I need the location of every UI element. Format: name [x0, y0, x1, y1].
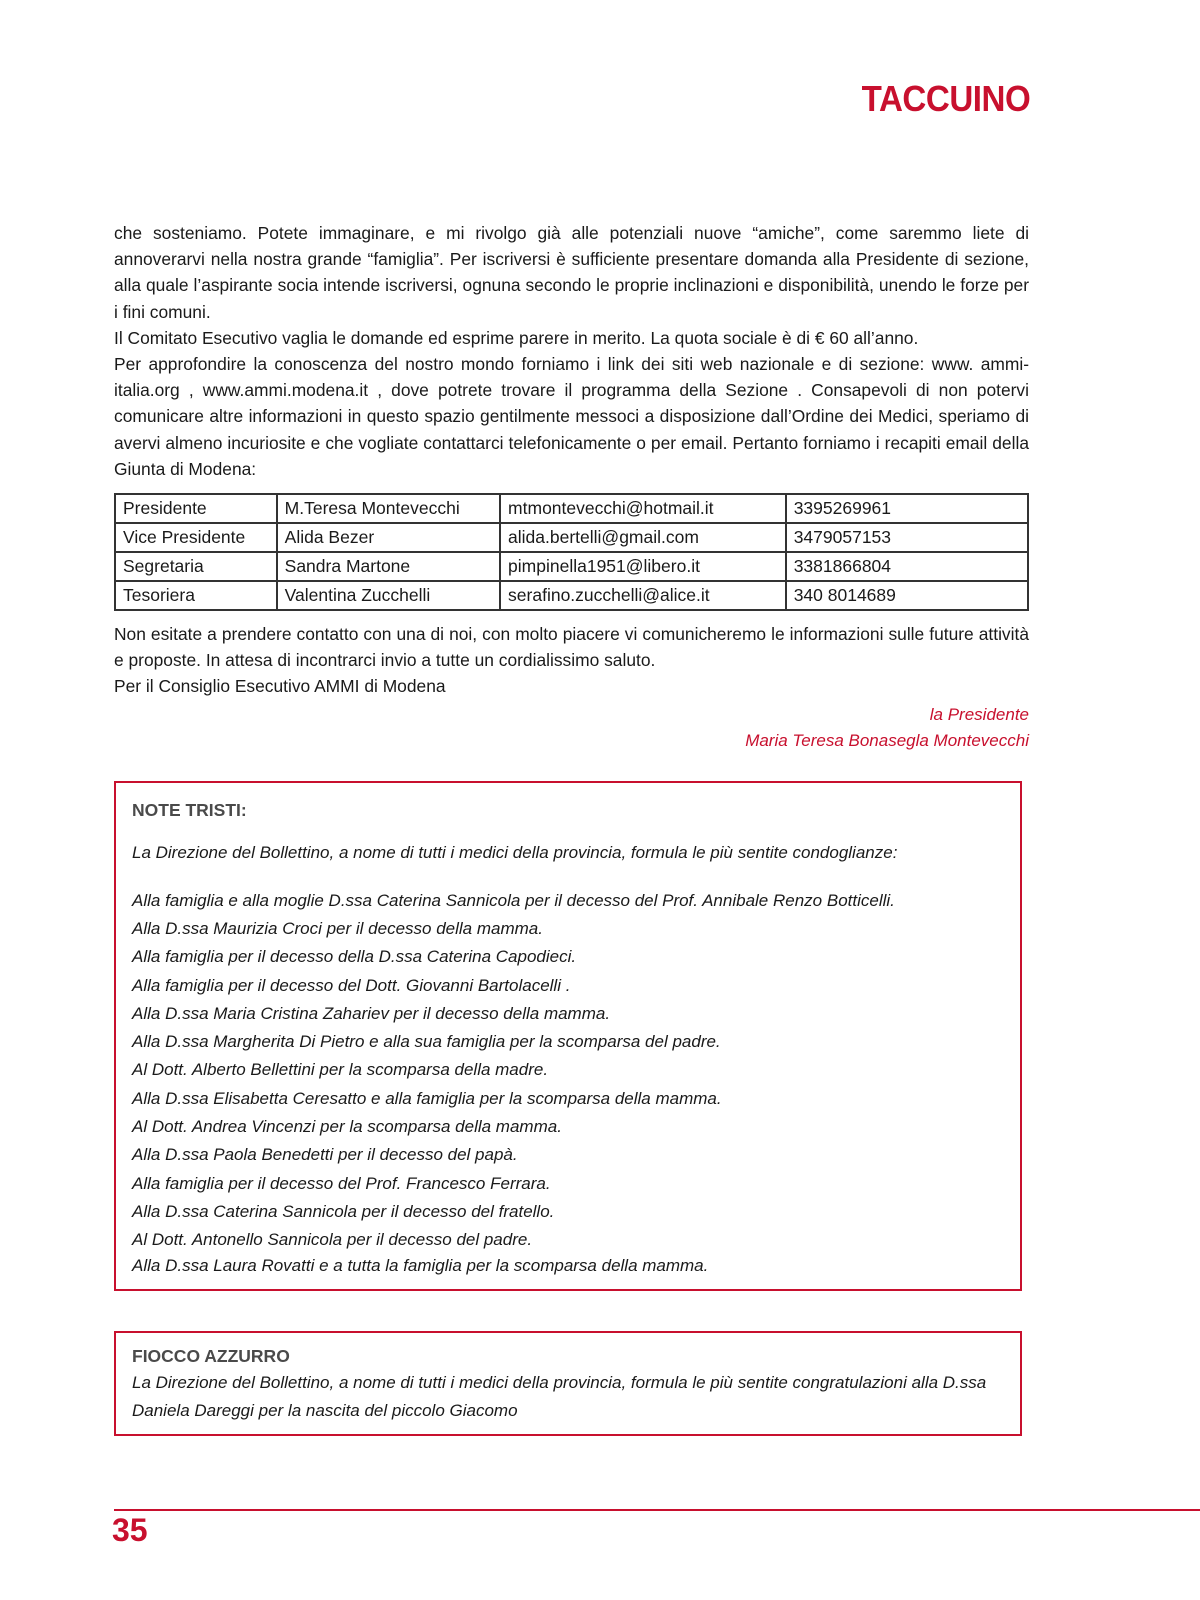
email-cell: mtmontevecchi@hotmail.it [500, 494, 786, 523]
list-item: Alla famiglia e alla moglie D.ssa Caterina Sannicola per il decesso del Prof. Annibale Renzo Botticelli. [132, 890, 895, 910]
name-cell: Sandra Martone [277, 552, 500, 581]
list-item: Alla D.ssa Elisabetta Ceresatto e alla famiglia per la scomparsa della mamma. [132, 1088, 722, 1108]
intro-paragraph: Per approfondire la conoscenza del nostro mondo forniamo i link dei siti web nazionale e di sezione: www. ammi-italia.org , www.ammi.modena.it , dove potrete trovare il programma della Sezione . Consapevoli di non potervi comunicare altre informazioni in questo spazio gentilmente messoci a disposizione dall’Ordine dei Medici, speriamo di avervi almeno incuriosite e che vogliate contattarci telefonicamente o per email. Pertanto forniamo i recapiti email della Giunta di Modena: [114, 354, 1029, 479]
list-item: Alla D.ssa Caterina Sannicola per il decesso del fratello. [132, 1201, 555, 1221]
email-cell: alida.bertelli@gmail.com [500, 523, 786, 552]
role-cell: Presidente [115, 494, 277, 523]
phone-cell: 3479057153 [786, 523, 1028, 552]
intro-text [114, 220, 1029, 482]
list-item: Alla D.ssa Margherita Di Pietro e alla sua famiglia per la scomparsa del padre. [132, 1032, 721, 1052]
signature-name: Maria Teresa Bonasegla Montevecchi [745, 731, 1029, 751]
condolences-list [132, 887, 1020, 1277]
role-cell: Vice Presidente [115, 523, 277, 552]
section-title: TACCUINO [861, 78, 1030, 119]
page-content [114, 220, 1029, 1436]
name-cell: Valentina Zucchelli [277, 581, 500, 610]
table-row [115, 581, 1028, 610]
list-item: Alla famiglia per il decesso della D.ssa Caterina Capodieci. [132, 947, 577, 967]
closing-paragraph: Non esitate a prendere contatto con una di noi, con molto piacere vi comunicheremo le informazioni sulle future attività e proposte. In attesa di incontrarci invio a tutte un cordialissimo saluto. [114, 624, 1029, 671]
role-cell: Segretaria [115, 552, 277, 581]
email-cell: pimpinella1951@libero.it [500, 552, 786, 581]
role-cell: Tesoriera [115, 581, 277, 610]
footer-rule [114, 1509, 1200, 1511]
phone-cell: 340 8014689 [786, 581, 1028, 610]
note-tristi-intro: La Direzione del Bollettino, a nome di tutti i medici della provincia, formula le più sentite condoglianze: [132, 842, 898, 862]
fiocco-azzurro-box [114, 1331, 1022, 1436]
intro-paragraph: che sosteniamo. Potete immaginare, e mi rivolgo già alle potenziali nuove “amiche”, come saremmo liete di annoverarvi nella nostra grande “famiglia”. Per iscriversi è sufficiente presentare domanda alla Presidente di sezione, alla quale l’aspirante socia intende iscriversi, ognuna secondo le proprie inclinazioni e disponibilità, unendo le forze per i fini comuni. [114, 223, 1029, 322]
closing-paragraph: Per il Consiglio Esecutivo AMMI di Modena [114, 676, 446, 697]
note-tristi-box [114, 781, 1022, 1291]
list-item: Alla D.ssa Laura Rovatti e a tutta la famiglia per la scomparsa della mamma. [132, 1255, 709, 1275]
list-item: Alla D.ssa Maurizia Croci per il decesso della mamma. [132, 918, 543, 938]
list-item: Alla famiglia per il decesso del Prof. Francesco Ferrara. [132, 1173, 551, 1193]
list-item: Al Dott. Andrea Vincenzi per la scomparsa della mamma. [132, 1117, 562, 1137]
phone-cell: 3381866804 [786, 552, 1028, 581]
closing-text [114, 621, 1029, 700]
fiocco-azzurro-text: La Direzione del Bollettino, a nome di tutti i medici della provincia, formula le più sentite congratulazioni alla D.ssa Daniela Dareggi per la nascita del piccolo Giacomo [132, 1372, 987, 1420]
list-item: Al Dott. Alberto Bellettini per la scomparsa della madre. [132, 1060, 549, 1080]
signature-role: la Presidente [929, 704, 1029, 724]
list-item: Alla famiglia per il decesso del Dott. Giovanni Bartolacelli . [132, 975, 571, 995]
list-item: Alla D.ssa Maria Cristina Zahariev per il decesso della mamma. [132, 1003, 611, 1023]
phone-cell: 3395269961 [786, 494, 1028, 523]
signature [114, 702, 1029, 755]
email-cell: serafino.zucchelli@alice.it [500, 581, 786, 610]
table-row [115, 494, 1028, 523]
name-cell: Alida Bezer [277, 523, 500, 552]
intro-paragraph: Il Comitato Esecutivo vaglia le domande ed esprime parere in merito. La quota sociale è di € 60 all’anno. [114, 327, 919, 348]
list-item: Alla D.ssa Paola Benedetti per il decesso del papà. [132, 1145, 518, 1165]
table-row [115, 552, 1028, 581]
table-row [115, 523, 1028, 552]
fiocco-azzurro-title: FIOCCO AZZURRO [132, 1345, 290, 1366]
name-cell: M.Teresa Montevecchi [277, 494, 500, 523]
giunta-contacts-table [114, 493, 1029, 611]
list-item: Al Dott. Antonello Sannicola per il decesso del padre. [132, 1230, 533, 1250]
note-tristi-title: NOTE TRISTI: [132, 799, 247, 820]
page-number: 35 [112, 1512, 148, 1548]
